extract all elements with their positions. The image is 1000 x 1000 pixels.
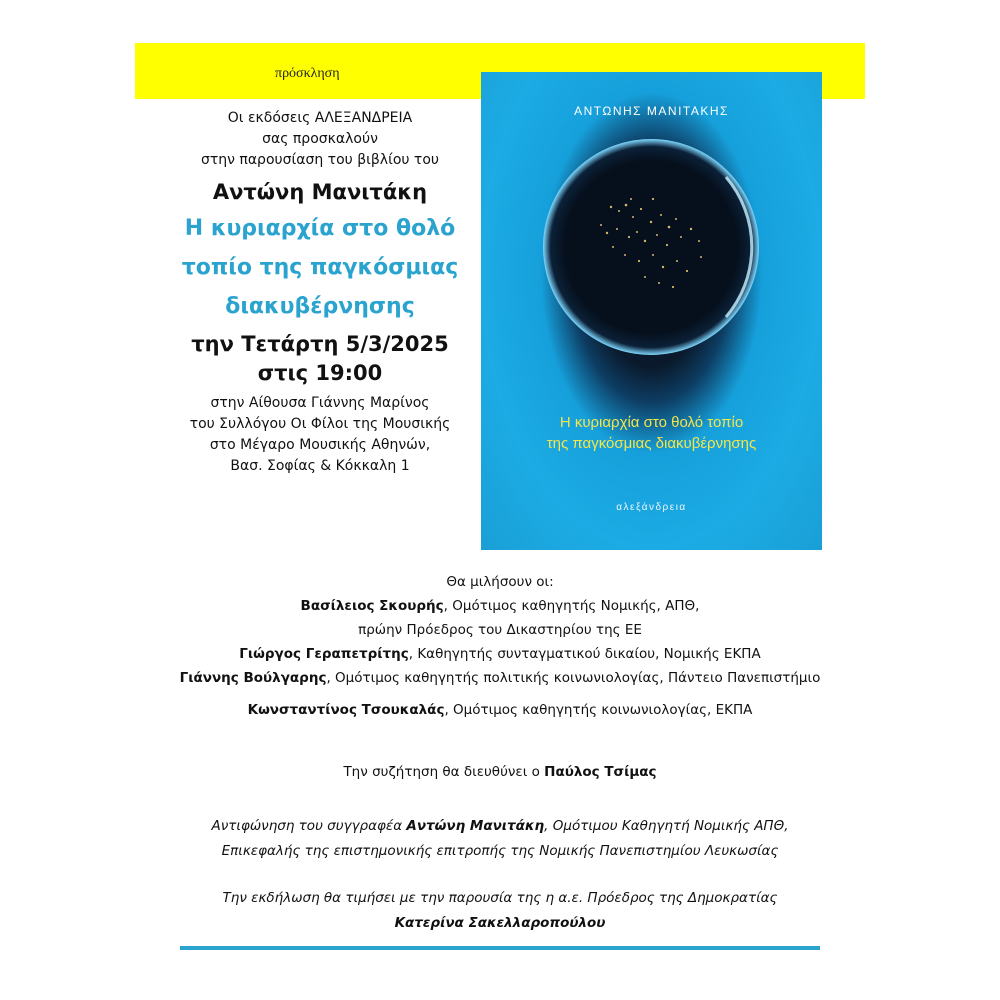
speakers-heading: Θα μιλήσουν οι:	[446, 574, 554, 590]
speaker-item	[150, 594, 850, 618]
honor-guest-name: Κατερίνα Σακελλαροπούλου	[394, 915, 606, 931]
event-details	[175, 108, 465, 477]
intro-text	[175, 108, 465, 171]
invitation-label: πρόσκληση	[275, 66, 340, 81]
event-date	[175, 330, 465, 388]
moderator-prefix: Την συζήτηση θα διευθύνει ο	[343, 764, 545, 780]
venue-line: του Συλλόγου Οι Φίλοι της Μουσικής	[189, 416, 451, 432]
speaker-item	[150, 666, 850, 690]
honor-line: Την εκδήλωση θα τιμήσει με την παρουσία της η α.ε. Πρόεδρος της Δημοκρατίας	[222, 890, 778, 906]
earth-globe-icon	[541, 137, 761, 357]
speaker-role: , Ομότιμος καθηγητής Νομικής, ΑΠΘ,	[443, 598, 700, 614]
book-title-line: διακυβέρνησης	[225, 294, 415, 319]
event-date-line: την Τετάρτη 5/3/2025	[191, 332, 449, 356]
intro-line: Οι εκδόσεις ΑΛΕΞΑΝΔΡΕΙΑ	[227, 110, 413, 126]
book-title-line: τοπίο της παγκόσμιας	[181, 255, 459, 280]
speaker-name: Βασίλειος Σκουρής	[300, 598, 444, 614]
bottom-divider	[180, 946, 820, 950]
speakers-section	[150, 570, 850, 722]
cover-publisher: αλεξάνδρεια	[616, 502, 687, 513]
venue-line: Βασ. Σοφίας & Κόκκαλη 1	[230, 458, 410, 474]
speaker-item	[150, 698, 850, 722]
moderator-name: Παύλος Τσίμας	[544, 764, 657, 780]
author-name: Αντώνη Μανιτάκη	[212, 180, 428, 204]
venue	[175, 393, 465, 477]
venue-line: στην Αίθουσα Γιάννης Μαρίνος	[210, 395, 430, 411]
author-response	[130, 814, 870, 864]
response-line-2: Επικεφαλής της επιστημονικής επιτροπής της Νομικής Πανεπιστημίου Λευκωσίας	[221, 843, 779, 859]
response-suffix: , Ομότιμου Καθηγητή Νομικής ΑΠΘ,	[544, 818, 789, 834]
spacer	[150, 690, 850, 698]
response-prefix: Αντιφώνηση του συγγραφέα	[211, 818, 407, 834]
speaker-name: Γιάννης Βούλγαρης	[179, 670, 327, 686]
speaker-item	[150, 642, 850, 666]
cover-title-line: της παγκόσμιας διακυβέρνησης	[546, 435, 757, 452]
book-title	[175, 209, 465, 326]
book-title-line: Η κυριαρχία στο θολό	[184, 216, 456, 241]
response-author-name: Αντώνη Μανιτάκη	[406, 818, 545, 834]
cover-author: ΑΝΤΩΝΗΣ ΜΑΝΙΤΑΚΗΣ	[574, 104, 729, 118]
speaker-name: Κωνσταντίνος Τσουκαλάς	[247, 702, 445, 718]
speaker-role: , Καθηγητής συνταγματικού δικαίου, Νομικής ΕΚΠΑ	[408, 646, 761, 662]
moderator-line	[150, 764, 850, 780]
cover-title-line: Η κυριαρχία στο θολό τοπίο	[559, 414, 744, 431]
book-cover	[481, 72, 822, 550]
response-line	[130, 814, 870, 839]
speaker-name: Γιώργος Γεραπετρίτης	[239, 646, 409, 662]
speaker-role: , Ομότιμος καθηγητής πολιτικής κοινωνιολογίας, Πάντειο Πανεπιστήμιο	[326, 670, 821, 686]
intro-line: στην παρουσίαση του βιβλίου του	[200, 152, 440, 168]
speaker-role-continued: πρώην Πρόεδρος του Δικαστηρίου της ΕΕ	[358, 622, 642, 638]
honor-guest	[130, 886, 870, 936]
venue-line: στο Μέγαρο Μουσικής Αθηνών,	[209, 437, 431, 453]
speaker-role: , Ομότιμος καθηγητής κοινωνιολογίας, ΕΚΠΑ	[444, 702, 753, 718]
event-time-line: στις 19:00	[257, 361, 383, 385]
intro-line: σας προσκαλούν	[262, 131, 378, 147]
cover-title	[481, 412, 822, 454]
